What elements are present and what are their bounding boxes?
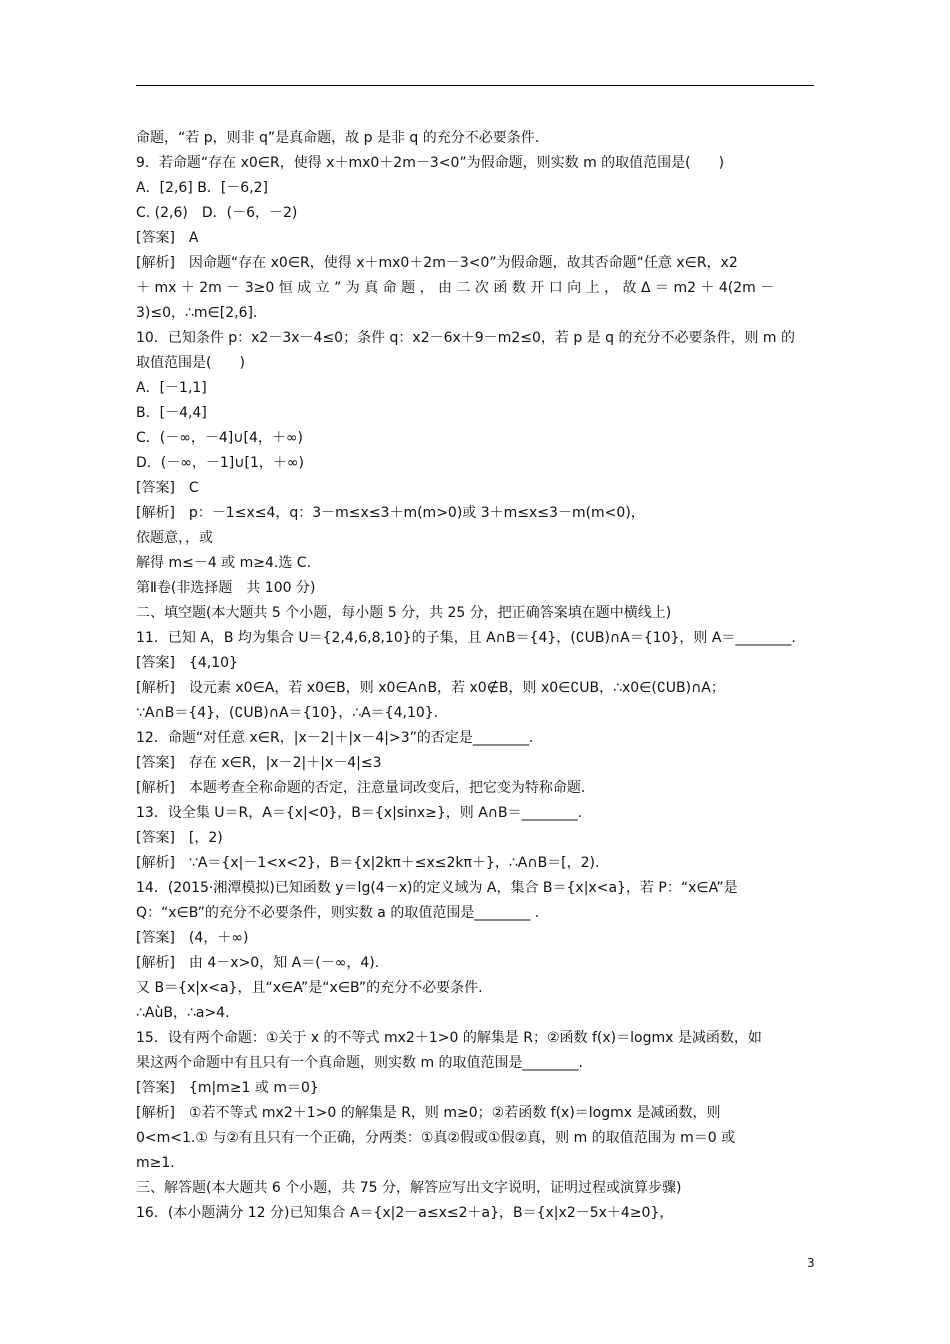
text-line: 命题，“若 p，则非 q”是真命题，故 p 是非 q 的充分不必要条件.	[136, 130, 540, 146]
text-line: [答案] {m|m≥1 或 m＝0}	[136, 1080, 319, 1096]
text-line: 11．已知 A，B 均为集合 U＝{2,4,6,8,10}的子集，且 A∩B＝{4}，(∁UB)∩A＝{10}，则 A＝________.	[136, 630, 796, 646]
text-line: 13．设全集 U＝R，A＝{x|<0}，B＝{x|sinx≥}，则 A∩B＝________.	[136, 805, 583, 821]
text-line: A．[－1,1]	[136, 380, 207, 396]
text-line: [答案] [，2)	[136, 830, 223, 846]
text-line: [答案] {4,10}	[136, 655, 238, 671]
text-line: C. (2,6) D．(－6，－2)	[136, 205, 298, 221]
text-line: [解析] 由 4－x>0，知 A＝(－∞，4).	[136, 955, 380, 971]
text-line: [答案] A	[136, 230, 199, 246]
header-rule	[136, 85, 814, 86]
text-line: 0<m<1.① 与②有且只有一个正确，分两类：①真②假或①假②真，则 m 的取值范围为 m＝0 或	[136, 1130, 736, 1146]
text-line: ∵A∩B＝{4}，(∁UB)∩A＝{10}，∴A＝{4,10}.	[136, 705, 439, 721]
text-line: [解析] p：－1≤x≤4，q：3－m≤x≤3＋m(m>0)或 3＋m≤x≤3－m(m<0)，	[136, 505, 645, 521]
text-line: 三、解答题(本大题共 6 个小题，共 75 分，解答应写出文字说明，证明过程或演算步骤)	[136, 1180, 682, 1196]
text-line: 依题意，，或	[136, 530, 213, 546]
text-line: [解析] 本题考查全称命题的否定，注意量词改变后，把它变为特称命题.	[136, 780, 586, 796]
text-line: B．[－4,4]	[136, 405, 207, 421]
text-line: ∴AùB，∴a>4.	[136, 1005, 230, 1021]
text-line: [解析] ∵A＝{x|－1<x<2}，B＝{x|2kπ＋≤x≤2kπ＋}，∴A∩B＝[，2).	[136, 855, 600, 871]
text-line: 10．已知条件 p：x2－3x－4≤0；条件 q：x2－6x＋9－m2≤0，若 p 是 q 的充分不必要条件，则 m 的	[136, 330, 796, 346]
text-line: 取值范围是( )	[136, 355, 245, 371]
text-line: D．(－∞，－1]∪[1，＋∞)	[136, 455, 305, 471]
text-line: [答案] 存在 x∈R，|x－2|＋|x－4|≤3	[136, 755, 382, 771]
text-line: 3)≤0，∴m∈[2,6].	[136, 305, 258, 321]
text-line: 9．若命题“存在 x0∈R，使得 x＋mx0＋2m－3<0”为假命题，则实数 m 的取值范围是( )	[136, 155, 725, 171]
text-line: C．(－∞，－4]∪[4，＋∞)	[136, 430, 304, 446]
text-line: 第Ⅱ卷(非选择题 共 100 分)	[136, 580, 316, 596]
text-line: A．[2,6] B．[－6,2]	[136, 180, 269, 196]
text-line: 14．(2015·湘潭模拟)已知函数 y＝lg(4－x)的定义域为 A，集合 B＝{x|x<a}，若 P：“x∈A”是	[136, 880, 738, 896]
text-line: [解析] ①若不等式 mx2＋1>0 的解集是 R，则 m≥0；②若函数 f(x)＝logmx 是减函数，则	[136, 1105, 721, 1121]
text-line: [答案] C	[136, 480, 199, 496]
document-body	[136, 126, 814, 1226]
text-line: 16．(本小题满分 12 分)已知集合 A＝{x|2－a≤x≤2＋a}，B＝{x|x2－5x＋4≥0}，	[136, 1205, 674, 1221]
text-line: 解得 m≤－4 或 m≥4.选 C.	[136, 555, 312, 571]
text-line: Q：“x∈B”的充分不必要条件，则实数 a 的取值范围是________ .	[136, 905, 540, 921]
page-number: 3	[807, 1256, 815, 1270]
text-line: 12．命题“对任意 x∈R，|x－2|＋|x－4|>3”的否定是________.	[136, 730, 534, 746]
text-line: m≥1.	[136, 1155, 175, 1171]
text-line: 又 B＝{x|x<a}，且“x∈A”是“x∈B”的充分不必要条件.	[136, 980, 483, 996]
text-line: [解析] 设元素 x0∈A，若 x0∈B，则 x0∈A∩B，若 x0∉B，则 x0∈∁UB，∴x0∈(∁UB)∩A；	[136, 680, 725, 696]
text-line: [答案] (4，＋∞)	[136, 930, 249, 946]
text-line: 15．设有两个命题：①关于 x 的不等式 mx2＋1>0 的解集是 R；②函数 f(x)＝logmx 是减函数，如	[136, 1030, 762, 1046]
text-line: 二、填空题(本大题共 5 个小题，每小题 5 分，共 25 分，把正确答案填在题中横线上)	[136, 605, 672, 621]
text-line: ＋ mx ＋ 2m － 3≥0 恒 成 立 ” 为 真 命 题 ， 由 二 次 函 数 开 口 向 上 ， 故 Δ ＝ m2 ＋ 4(2m －	[136, 280, 775, 296]
text-line: [解析] 因命题“存在 x0∈R，使得 x＋mx0＋2m－3<0”为假命题，故其否命题“任意 x∈R，x2	[136, 255, 738, 271]
text-line: 果这两个命题中有且只有一个真命题，则实数 m 的取值范围是________.	[136, 1055, 583, 1071]
